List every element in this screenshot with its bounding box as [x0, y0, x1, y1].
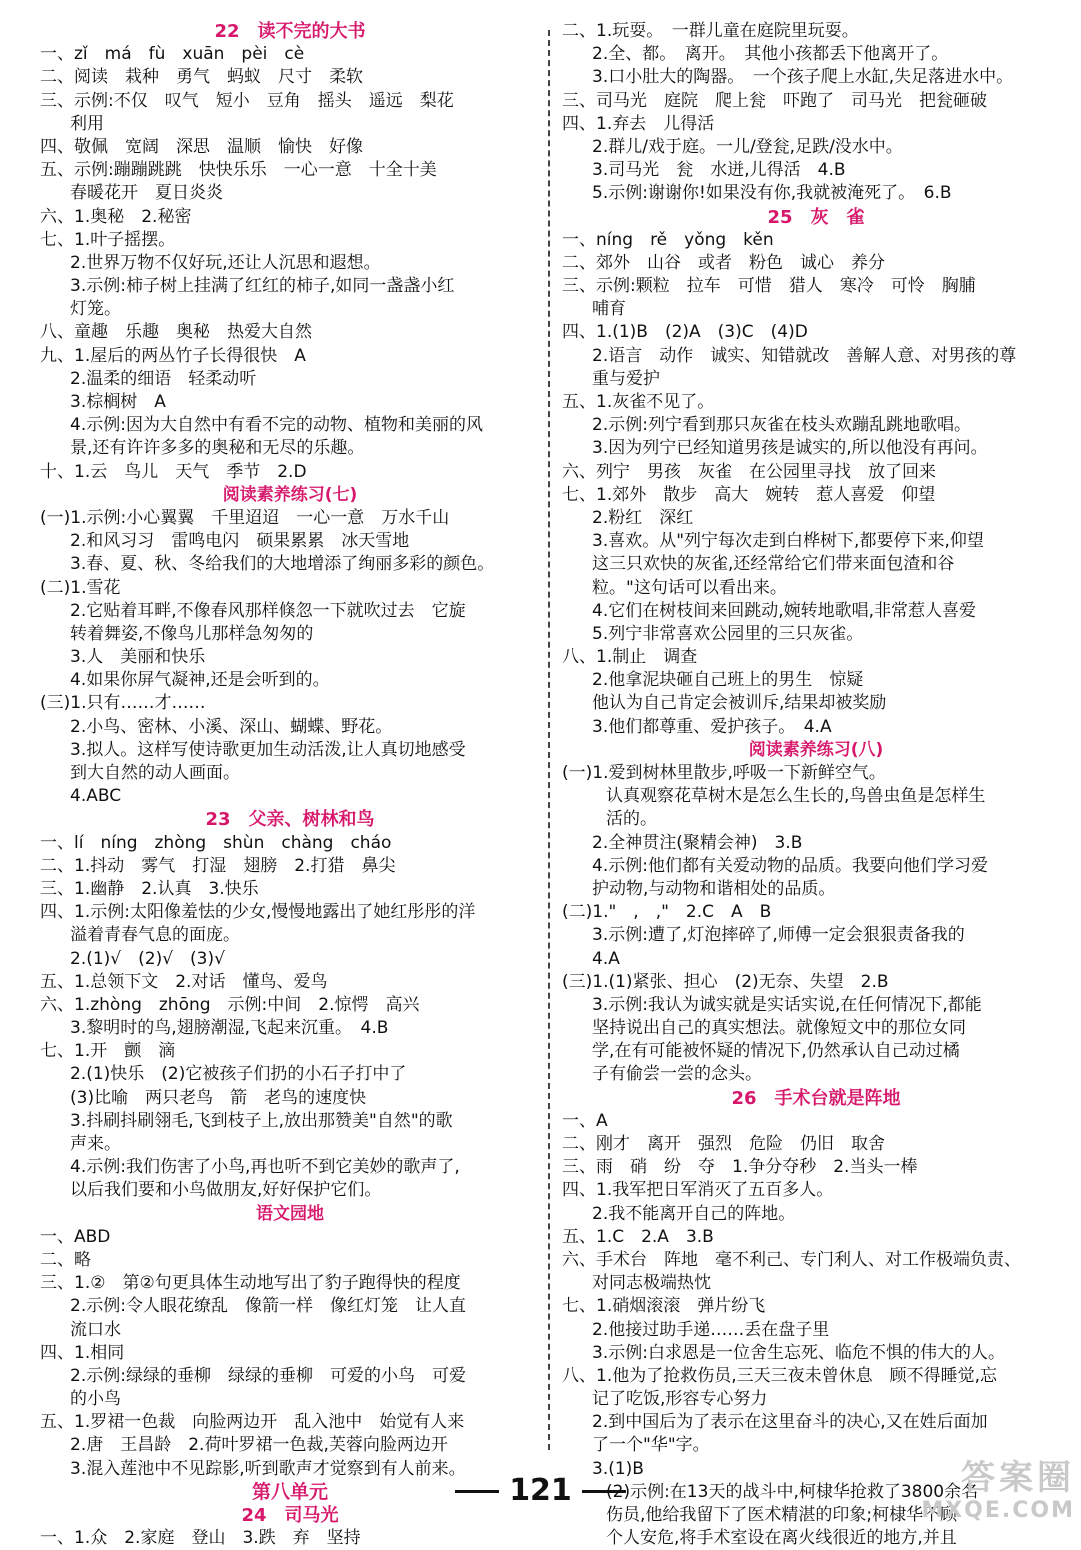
answer-line: 3.喜欢。从"列宁每次走到白桦树下,都要停下来,仰望	[592, 531, 984, 552]
answer-line: 四、敬佩 宽阔 深思 温顺 愉快 好像	[40, 136, 363, 157]
answer-line: 到大自然的动人画面。	[70, 763, 240, 783]
right-column	[562, 20, 1070, 1550]
answer-line: 这三只欢快的灰雀,还经常给它们带来面包渣和谷	[592, 554, 955, 575]
answer-line: 2.世界万物不仅好玩,还让人沉思和遐想。	[70, 252, 381, 273]
watermark-logo	[905, 1458, 1075, 1530]
answer-line: 四、1.弃去 儿得活	[562, 113, 715, 134]
answer-line: 3.春、夏、秋、冬给我们的大地增添了绚丽多彩的颜色。	[70, 554, 495, 575]
left-column	[40, 20, 540, 1550]
answer-line: 三、示例:不仅 叹气 短小 豆角 摇头 遥远 梨花	[40, 90, 454, 111]
answer-line: 3.人 美丽和快乐	[70, 647, 206, 668]
answer-line: 2.语言 动作 诚实、知错就改 善解人意、对男孩的尊	[592, 345, 1017, 366]
answer-line: 三、1.幽静 2.认真 3.快乐	[40, 878, 259, 899]
section-heading: 阅读素养练习(八)	[748, 739, 884, 760]
answer-line: 溢着青春气息的面庞。	[70, 925, 240, 946]
answer-line: 八、1.他为了抢救伤员,三天三夜未曾休息 顾不得睡觉,忘	[562, 1365, 998, 1386]
answer-line: 3.因为列宁已经知道男孩是诚实的,所以他没有再问。	[592, 438, 988, 459]
answer-line: 了一个"华"字。	[592, 1435, 710, 1456]
answer-line: 2.群儿/戏于庭。一儿/登瓮,足跌/没水中。	[592, 136, 903, 157]
answer-line: 重与爱护	[592, 368, 660, 389]
answer-line: 七、1.叶子摇摆。	[40, 229, 176, 250]
answer-line: 一、A	[562, 1110, 608, 1131]
answer-line: 4.A	[592, 948, 620, 969]
page-number-dash-right	[582, 1490, 626, 1493]
answer-line: 五、示例:蹦蹦跳跳 快快乐乐 一心一意 十全十美	[40, 160, 437, 181]
answer-line: 活的。	[606, 809, 657, 830]
answer-line: 的小鸟	[70, 1389, 121, 1410]
answer-line: 二、刚才 离开 强烈 危险 仍旧 取舍	[562, 1134, 885, 1154]
answer-line: 4.如果你屏气凝神,还是会听到的。	[70, 670, 330, 691]
answer-line: 认真观察花草树木是怎么生长的,鸟兽虫鱼是怎样生	[606, 786, 986, 807]
answer-line: 2.到中国后为了表示在这里奋斗的决心,又在姓后面加	[592, 1412, 988, 1433]
answer-line: 流口水	[70, 1319, 121, 1340]
answer-line: 2.他拿泥块砸自己班上的男生 惊疑	[592, 670, 864, 691]
lesson-title: 26 手术台就是阵地	[731, 1087, 901, 1109]
page-number-text: 121	[509, 1473, 572, 1508]
answer-line: 三、示例:颗粒 拉车 可惜 猎人 寒冷 可怜 胸脯	[562, 276, 976, 297]
answer-line: 利用	[70, 113, 104, 134]
answer-line: 2.全、都。 离开。 其他小孩都丢下他离开了。	[592, 44, 949, 65]
answer-line: 七、1.郊外 散步 高大 婉转 惹人喜爱 仰望	[562, 484, 936, 505]
answer-line: 灯笼。	[70, 299, 121, 320]
page-number-dash-left	[455, 1490, 499, 1493]
answer-line: 六、1.zhòng zhōng 示例:中间 2.惊愕 高兴	[40, 994, 420, 1015]
answer-line: 声来。	[70, 1134, 121, 1154]
answer-line: 二、略	[40, 1249, 91, 1270]
answer-line: 2.我不能离开自己的阵地。	[592, 1203, 796, 1224]
answer-line: 3.示例:遭了,灯泡摔碎了,师傅一定会狠狠责备我的	[592, 925, 965, 946]
answer-line: 二、1.抖动 雾气 打湿 翅膀 2.打猎 鼻尖	[40, 855, 396, 876]
section-heading: 语文园地	[256, 1203, 324, 1224]
answer-line: 2.他接过助手递……丢在盘子里	[592, 1319, 830, 1340]
answer-line: 3.示例:柿子树上挂满了红红的柿子,如同一盏盏小红	[70, 276, 455, 297]
answer-line: 2.和风习习 雷鸣电闪 硕果累累 冰天雪地	[70, 531, 410, 552]
answer-line: 春暖花开 夏日炎炎	[70, 183, 223, 204]
answer-line: 3.口小肚大的陶器。 一个孩子爬上水缸,失足落进水中。	[592, 67, 1014, 88]
answer-line: 3.他们都尊重、爱护孩子。 4.A	[592, 716, 832, 737]
answer-line: 八、童趣 乐趣 奥秘 热爱大自然	[40, 322, 312, 343]
answer-line: 四、1.我军把日军消灭了五百多人。	[562, 1180, 834, 1201]
answer-line: 2.唐 王昌龄 2.荷叶罗裙一色裁,芙蓉向脸两边开	[70, 1435, 448, 1456]
answer-line: 三、司马光 庭院 爬上瓮 吓跑了 司马光 把瓮砸破	[562, 90, 987, 111]
lesson-title: 22 读不完的大书	[214, 21, 366, 42]
answer-line: 4.示例:我们伤害了小鸟,再也听不到它美妙的歌声了,	[70, 1157, 460, 1178]
answer-line: 2.示例:令人眼花缭乱 像箭一样 像红灯笼 让人直	[70, 1296, 466, 1317]
answer-line: 一、níng rě yǒng kěn	[562, 229, 774, 250]
answer-line: 五、1.C 2.A 3.B	[562, 1226, 714, 1247]
answer-line: 哺育	[592, 299, 626, 320]
answer-line: (二)1." , ," 2.C A B	[562, 902, 772, 923]
answer-line: 六、手术台 阵地 毫不利己、专门利人、对工作极端负责、	[562, 1249, 1021, 1270]
lesson-title: 23 父亲、树林和鸟	[205, 809, 375, 831]
answer-line: (2)示例:在13天的战斗中,柯棣华抢救了3800余名	[606, 1481, 979, 1502]
answer-line: (二)1.雪花	[40, 577, 121, 598]
answer-line: 二、1.玩耍。 一群儿童在庭院里玩耍。	[562, 21, 859, 41]
answer-line: 5.示例:谢谢你!如果没有你,我就被淹死了。 6.B	[592, 183, 952, 204]
answer-line: 2.粉红 深红	[592, 507, 694, 528]
answer-line: (一)1.示例:小心翼翼 千里迢迢 一心一意 万水千山	[40, 507, 450, 528]
section-heading: 阅读素养练习(七)	[222, 484, 358, 505]
answer-line: 七、1.硝烟滚滚 弹片纷飞	[562, 1296, 766, 1317]
answer-line: 2.示例:绿绿的垂柳 绿绿的垂柳 可爱的小鸟 可爱	[70, 1365, 466, 1386]
answer-line: 个人安危,将手术室设在离火线很近的地方,并且	[606, 1528, 957, 1549]
answer-line: 四、1.(1)B (2)A (3)C (4)D	[562, 322, 808, 343]
answer-line: (三)1.(1)紧张、担心 (2)无奈、失望 2.B	[562, 971, 889, 992]
answer-line: 2.全神贯注(聚精会神) 3.B	[592, 832, 803, 853]
column-divider	[548, 30, 550, 1450]
answer-line: 八、1.制止 调查	[562, 647, 698, 668]
answer-line: 5.列宁非常喜欢公园里的三只灰雀。	[592, 623, 864, 644]
answer-line: 3.拟人。这样写使诗歌更加生动活泼,让人真切地感受	[70, 739, 466, 760]
answer-line: 3.抖刷抖刷翎毛,飞到枝子上,放出那赞美"自然"的歌	[70, 1110, 453, 1131]
answer-line: 2.它贴着耳畔,不像春风那样倏忽一下就吹过去 它旋	[70, 600, 466, 621]
answer-line: 以后我们要和小鸟做朋友,好好保护它们。	[70, 1180, 382, 1201]
answer-line: 3.黎明时的鸟,翅膀潮湿,飞起来沉重。 4.B	[70, 1018, 389, 1039]
answer-line: 3.(1)B	[592, 1458, 644, 1479]
answer-line: 3.示例:我认为诚实就是实话实说,在任何情况下,都能	[592, 994, 982, 1015]
answer-line: 2.示例:列宁看到那只灰雀在枝头欢蹦乱跳地歌唱。	[592, 415, 971, 436]
answer-line: 景,还有许许多多的奥秘和无尽的乐趣。	[70, 438, 365, 459]
answer-line: 十、1.云 鸟儿 天气 季节 2.D	[40, 461, 307, 482]
answer-line: 一、lí níng zhòng shùn chàng cháo	[40, 832, 392, 853]
answer-line: 4.示例:因为大自然中有看不完的动物、植物和美丽的风	[70, 415, 483, 436]
answer-line: (三)1.只有……才……	[40, 693, 206, 714]
answer-line: 九、1.屋后的两丛竹子长得很快 A	[40, 345, 306, 366]
answer-line: 五、1.总领下文 2.对话 懂鸟、爱鸟	[40, 971, 328, 992]
answer-line: 3.司马光 瓮 水迸,儿得活 4.B	[592, 160, 846, 181]
answer-line: 2.温柔的细语 轻柔动听	[70, 368, 257, 389]
answer-line: 一、zǐ má fù xuān pèi cè	[40, 44, 305, 65]
answer-line: 二、阅读 栽种 勇气 蚂蚁 尺寸 柔软	[40, 67, 363, 88]
answer-line: 转着舞姿,不像鸟儿那样急匆匆的	[70, 623, 314, 644]
lesson-title: 25 灰 雀	[767, 206, 865, 228]
answer-line: 4.ABC	[70, 786, 122, 807]
answer-line: 护动物,与动物和谐相处的品质。	[592, 878, 836, 899]
lesson-title: 24 司马光	[241, 1505, 339, 1526]
answer-line: 三、1.② 第②句更具体生动地写出了豹子跑得快的程度	[40, 1273, 461, 1294]
answer-line: 二、郊外 山谷 或者 粉色 诚心 养分	[562, 252, 885, 273]
answer-line: 坚持说出自己的真实想法。就像短文中的那位女同	[592, 1018, 966, 1039]
answer-line: 三、雨 硝 纷 夺 1.争分夺秒 2.当头一棒	[562, 1157, 918, 1178]
answer-line: 2.小鸟、密林、小溪、深山、蝴蝶、野花。	[70, 716, 393, 737]
answer-line: 3.示例:白求恩是一位舍生忘死、临危不惧的伟大的人。	[592, 1342, 1005, 1363]
answer-line: 五、1.灰雀不见了。	[562, 392, 715, 412]
answer-line: 3.混入莲池中不见踪影,听到歌声才觉察到有人前来。	[70, 1458, 466, 1479]
answer-line: 六、1.奥秘 2.秘密	[40, 206, 192, 227]
watermark-line2: MXQE.COM	[921, 1498, 1075, 1523]
answer-line: (一)1.爱到树林里散步,呼吸一下新鲜空气。	[562, 763, 886, 783]
answer-line: 一、1.众 2.家庭 登山 3.跌 弃 坚持	[40, 1528, 361, 1549]
answer-line: (3)比喻 两只老鸟 箭 老鸟的速度快	[70, 1087, 367, 1108]
answer-line: 2.(1)√ (2)√ (3)√	[70, 948, 225, 969]
watermark-line1: 答案圈	[961, 1458, 1075, 1498]
answer-line: 粒。"这句话可以看出来。	[592, 577, 787, 598]
answer-line: 4.它们在树枝间来回跳动,婉转地歌唱,非常惹人喜爱	[592, 600, 977, 621]
answer-line: 七、1.开 颤 滴	[40, 1041, 176, 1062]
answer-line: 对同志极端热忱	[592, 1273, 711, 1294]
answer-line: 子有偷尝一尝的念头。	[592, 1064, 762, 1085]
answer-line: 五、1.罗裙一色裁 向脸两边开 乱入池中 始觉有人来	[40, 1412, 465, 1433]
answer-line: 四、1.相同	[40, 1342, 125, 1363]
answer-line: 学,在有可能被怀疑的情况下,仍然承认自己动过橘	[592, 1041, 960, 1062]
answer-line: 记了吃饭,形容专心努力	[592, 1389, 768, 1410]
unit-heading: 第八单元	[251, 1480, 328, 1503]
answer-line: 六、列宁 男孩 灰雀 在公园里寻找 放了回来	[562, 461, 936, 482]
answer-line: 一、ABD	[40, 1226, 111, 1247]
answer-line: 他认为自己肯定会被训斥,结果却被奖励	[592, 693, 887, 714]
answer-line: 3.棕榈树 A	[70, 392, 166, 412]
answer-line: 2.(1)快乐 (2)它被孩子们扔的小石子打中了	[70, 1064, 407, 1085]
answer-line: 伤员,他给我留下了医术精湛的印象;柯棣华不顾	[606, 1505, 958, 1525]
answer-line: 4.示例:他们都有关爱动物的品质。我要向他们学习爱	[592, 855, 988, 876]
answer-line: 四、1.示例:太阳像羞怯的少女,慢慢地露出了她红彤彤的洋	[40, 902, 476, 923]
